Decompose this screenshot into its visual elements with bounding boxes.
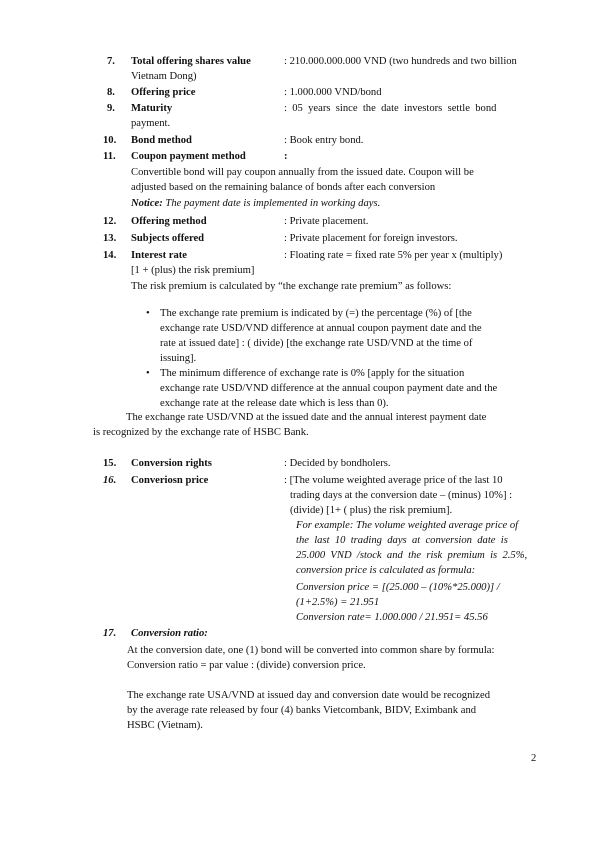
item-number: 13. — [103, 233, 117, 244]
notice — [131, 196, 538, 211]
item-number: 15. — [103, 458, 117, 469]
item-value: : 05 years since the date investors settle bond — [284, 103, 497, 114]
coupon-line-2: adjusted based on the remaining balance of bonds after each conversion — [131, 182, 436, 193]
item-value: : Private placement. — [284, 216, 369, 227]
item-value-cont: payment. — [131, 118, 171, 129]
example-line-1: For example: The volume weighted average price of — [296, 520, 519, 531]
bullet-1-line-1: The exchange rate premium is indicated by (=) the percentage (%) of [the — [160, 308, 472, 319]
item-label: Offering price — [131, 87, 196, 98]
ratio-line-1: At the conversion date, one (1) bond will be converted into common share by formula: — [127, 645, 495, 656]
item-value: : Private placement for foreign investors. — [284, 233, 458, 244]
conv-price-line-2: trading days at the conversion date – (minus) 10%] : — [290, 490, 513, 501]
item-number: 14. — [103, 250, 117, 261]
item-number: 16. — [103, 475, 117, 486]
example-line-5: Conversion price = [(25.000 – (10%*25.000)] / — [296, 582, 500, 593]
risk-intro: The risk premium is calculated by “the exchange rate premium” as follows: — [131, 281, 452, 292]
example-line-7: Conversion rate= 1.000.000 / 21.951= 45.56 — [296, 612, 488, 623]
item-value: : 1.000.000 VND/bond — [284, 87, 382, 98]
final-line-3: HSBC (Vietnam). — [127, 720, 203, 731]
bullet-2-line-1: The minimum difference of exchange rate is 0% [apply for the situation — [160, 368, 465, 379]
item-label: Conversion rights — [131, 458, 212, 469]
bullet-2-line-2: exchange rate USD/VND difference at the annual coupon payment date and the — [160, 383, 498, 394]
example-line-6: (1+2.5%) = 21.951 — [296, 597, 380, 608]
item-value: : [The volume weighted average price of the last 10 — [284, 475, 503, 486]
item-label: Conversion ratio: — [131, 628, 208, 639]
example-line-4: conversion price is calculated as formula: — [296, 565, 476, 576]
item-label: Total offering shares value — [131, 56, 251, 67]
exchange-note-line-2: is recognized by the exchange rate of HSBC Bank. — [93, 427, 309, 438]
bullet-2-line-3: exchange rate at the release date which is less than 0). — [160, 398, 389, 409]
final-line-1: The exchange rate USA/VND at issued day and conversion date would be recognized — [127, 690, 491, 701]
example-line-2: the last 10 trading days at conversion date is — [296, 535, 508, 546]
item-number: 9. — [107, 103, 115, 114]
item-number: 8. — [107, 87, 115, 98]
item-value: : Book entry bond. — [284, 135, 364, 146]
bullet-1-line-2: exchange rate USD/VND difference at annual coupon payment date and the — [160, 323, 482, 334]
item-value-cont: Vietnam Dong) — [131, 71, 197, 82]
page-number: 2 — [531, 753, 537, 764]
item-value: : Floating rate = fixed rate 5% per year x (multiply) — [284, 250, 503, 261]
bullet-1-line-4: issuing]. — [160, 353, 197, 364]
notice-label: Notice: — [131, 198, 163, 209]
bullet-1-line-3: rate at issued date] : ( divide) [the exchange rate USD/VND at the time of — [160, 338, 473, 349]
coupon-line-1: Convertible bond will pay coupon annually from the issued date. Coupon will be — [131, 167, 474, 178]
final-line-2: by the average rate released by four (4) banks Vietcombank, BIDV, Eximbank and — [127, 705, 477, 716]
item-label: Bond method — [131, 135, 192, 146]
item-label: Converiosn price — [131, 475, 209, 486]
item-value-cont: [1 + (plus) the risk premium] — [131, 265, 255, 276]
bullet-dot: • — [146, 368, 150, 379]
item-number: 10. — [103, 135, 117, 146]
item-value: : 210.000.000.000 VND (two hundreds and two billion — [284, 56, 517, 67]
item-number: 7. — [107, 56, 115, 67]
item-number: 12. — [103, 216, 117, 227]
item-label: Coupon payment method — [131, 151, 246, 162]
bullet-dot: • — [146, 308, 150, 319]
item-label: Interest rate — [131, 250, 187, 261]
item-number: 17. — [103, 628, 117, 639]
notice-text: The payment date is implemented in working days. — [162, 198, 381, 209]
item-value: : — [284, 151, 288, 162]
item-value: : Decided by bondholers. — [284, 458, 391, 469]
item-label: Subjects offered — [131, 233, 205, 244]
exchange-note-line-1: The exchange rate USD/VND at the issued date and the annual interest payment date — [126, 412, 487, 423]
ratio-line-2: Conversion ratio = par value : (divide) conversion price. — [127, 660, 366, 671]
conv-price-line-3: (divide) [1+ ( plus) the risk premium]. — [290, 505, 453, 516]
item-label: Offering method — [131, 216, 207, 227]
item-label: Maturity — [131, 103, 173, 114]
example-line-3: 25.000 VND /stock and the risk premium is 2.5%, — [296, 550, 528, 561]
item-number: 11. — [103, 151, 116, 162]
